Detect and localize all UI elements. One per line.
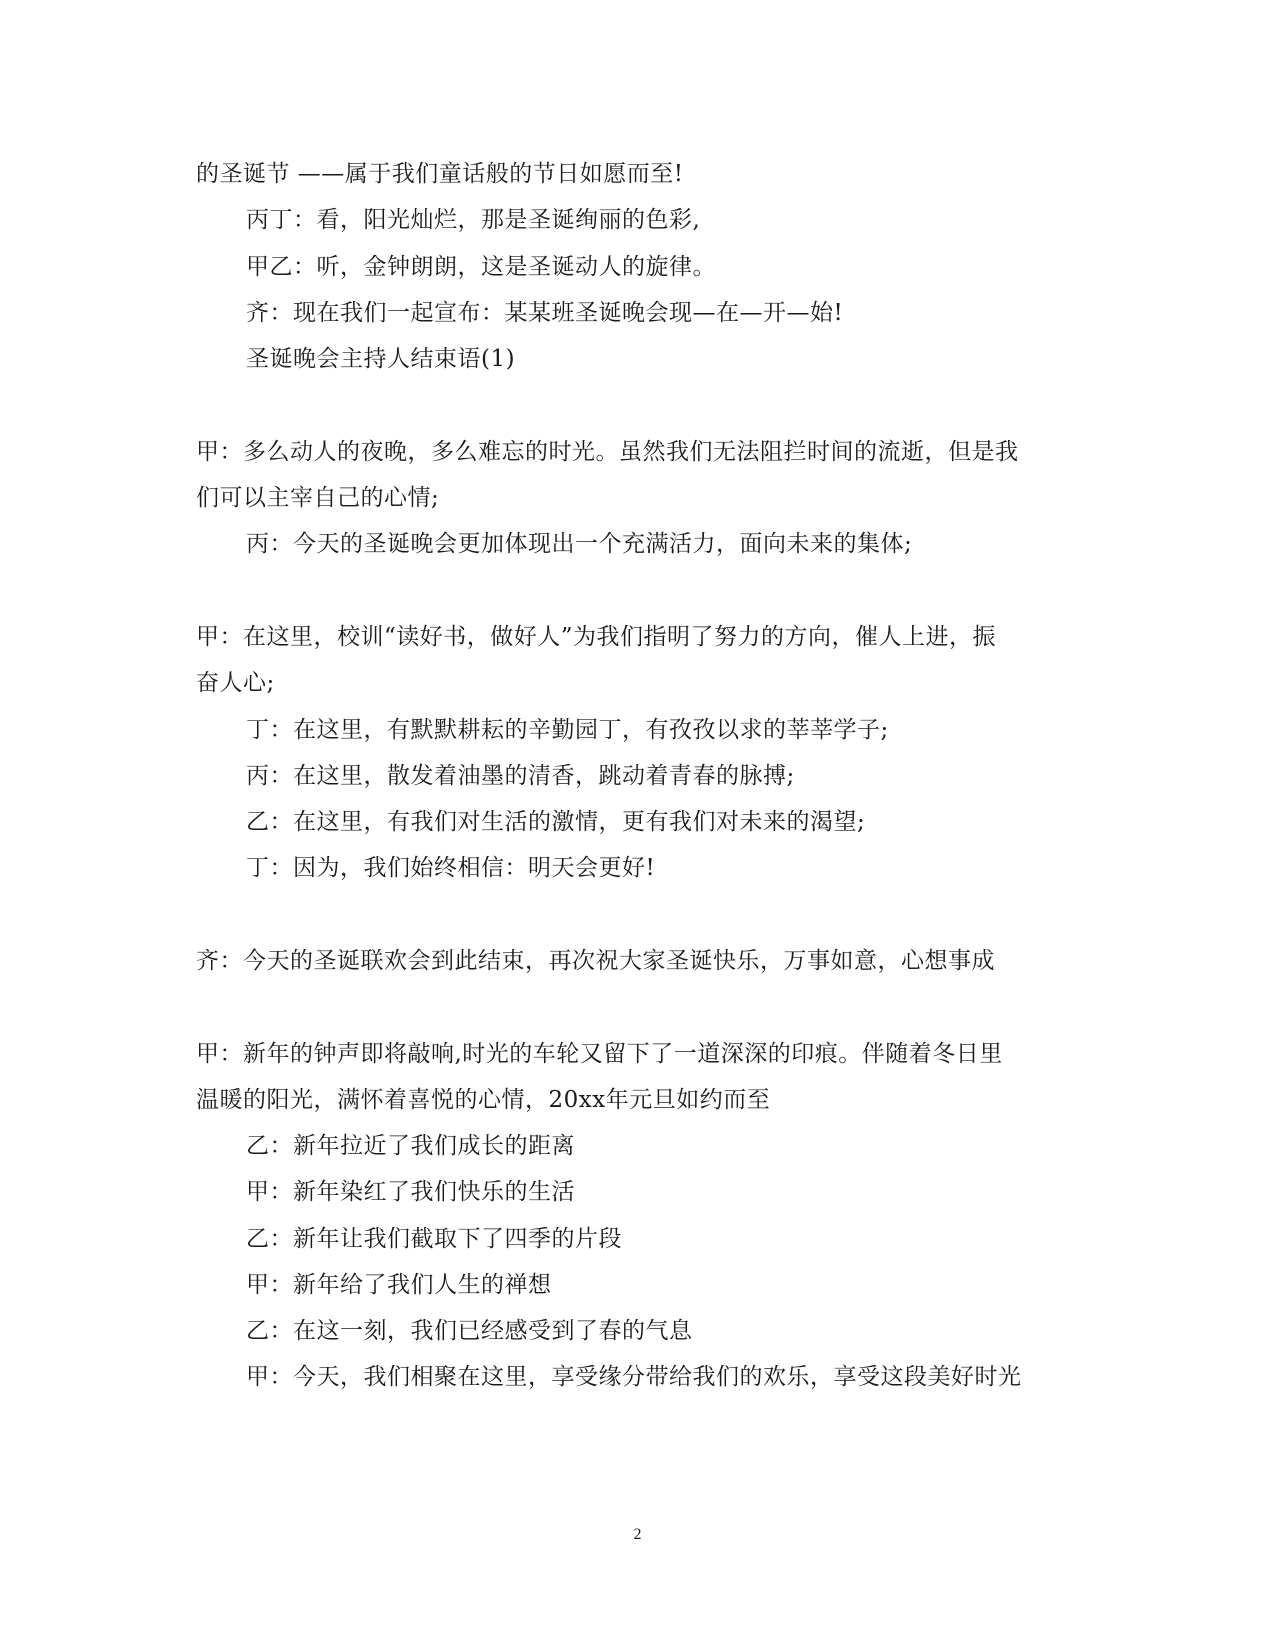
text-line: 齐：现在我们一起宣布：某某班圣诞晚会现—在—开—始! xyxy=(246,300,844,326)
text-line: 丙丁：看，阳光灿烂，那是圣诞绚丽的色彩, xyxy=(246,207,701,233)
text-line: 们可以主宰自己的心情; xyxy=(196,485,440,511)
text-line: 的圣诞节 ——属于我们童话般的节日如愿而至! xyxy=(196,161,684,187)
text-line: 乙：在这一刻，我们已经感受到了春的气息 xyxy=(246,1318,693,1344)
text-line: 甲：新年的钟声即将敲响,时光的车轮又留下了一道深深的印痕。伴随着冬日里 xyxy=(196,1041,1003,1067)
text-line: 甲乙：听，金钟朗朗，这是圣诞动人的旋律。 xyxy=(246,254,716,280)
text-line: 甲：新年染红了我们快乐的生活 xyxy=(246,1179,575,1205)
text-line: 丙：在这里，散发着油墨的清香，跳动着青春的脉搏; xyxy=(246,763,795,789)
page-number: 2 xyxy=(633,1526,642,1543)
text-line: 甲：今天，我们相聚在这里，享受缘分带给我们的欢乐，享受这段美好时光 xyxy=(246,1364,1022,1390)
text-line: 丙：今天的圣诞晚会更加体现出一个充满活力，面向未来的集体; xyxy=(246,531,913,557)
text-line: 甲：多么动人的夜晚，多么难忘的时光。虽然我们无法阻拦时间的流逝，但是我 xyxy=(196,439,1019,465)
text-line: 甲：新年给了我们人生的禅想 xyxy=(246,1272,552,1298)
text-line: 丁：在这里，有默默耕耘的辛勤园丁，有孜孜以求的莘莘学子; xyxy=(246,717,889,743)
text-line: 温暖的阳光，满怀着喜悦的心情，20xx年元旦如约而至 xyxy=(196,1087,771,1113)
text-line: 奋人心; xyxy=(196,670,275,696)
section-heading: 圣诞晚会主持人结束语(1) xyxy=(246,346,516,372)
text-line: 乙：新年让我们截取下了四季的片段 xyxy=(246,1226,622,1252)
text-line: 乙：在这里，有我们对生活的激情，更有我们对未来的渴望; xyxy=(246,809,866,835)
text-line: 齐：今天的圣诞联欢会到此结束，再次祝大家圣诞快乐，万事如意，心想事成 xyxy=(196,948,995,974)
text-line: 丁：因为，我们始终相信：明天会更好! xyxy=(246,855,656,881)
text-line: 甲：在这里，校训“读好书，做好人”为我们指明了努力的方向，催人上进，振 xyxy=(196,624,997,650)
text-line: 乙：新年拉近了我们成长的距离 xyxy=(246,1133,575,1159)
